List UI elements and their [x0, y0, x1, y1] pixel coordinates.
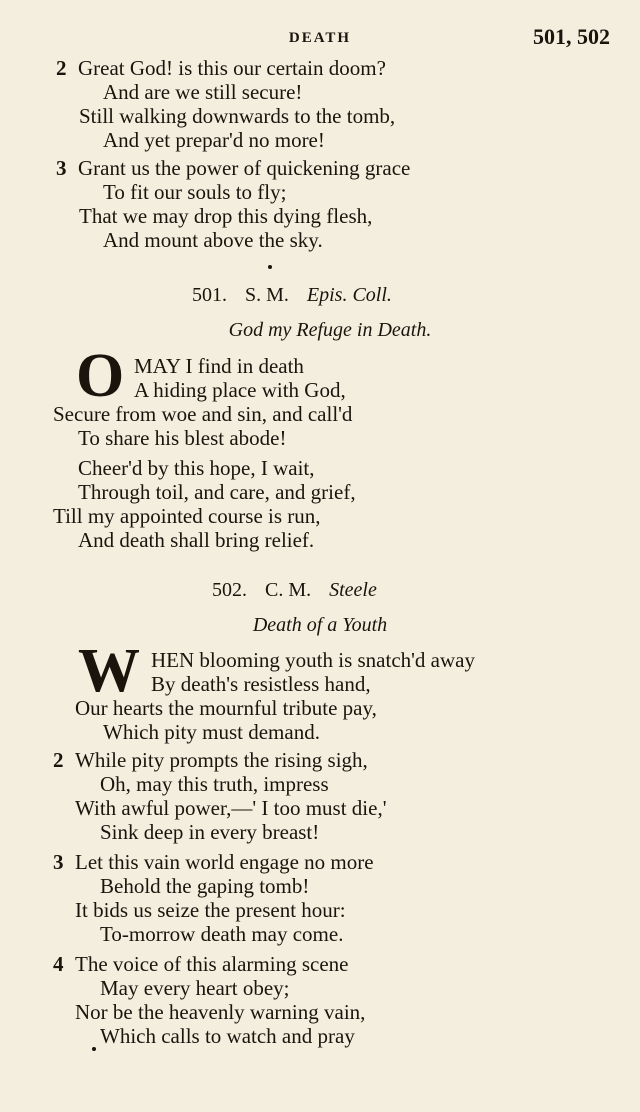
verse-line: Sink deep in every breast!: [100, 820, 320, 844]
hymn-number: 501.: [192, 284, 227, 306]
verse-line: Our hearts the mournful tribute pay,: [75, 696, 377, 720]
verse-line: Still walking downwards to the tomb,: [79, 104, 396, 128]
hymn-meter: C. M.: [265, 579, 312, 601]
hymn-heading: [212, 578, 377, 602]
verse-line: Nor be the heavenly warning vain,: [75, 1000, 366, 1024]
verse-line: 2 While pity prompts the rising sigh,: [53, 748, 368, 772]
hymn-heading: [192, 283, 392, 307]
hymn-author: Steele: [329, 579, 377, 601]
verse-line: 4 The voice of this alarming scene: [53, 952, 349, 976]
verse-line: It bids us seize the present hour:: [75, 898, 346, 922]
verse-line: Through toil, and care, and grief,: [78, 480, 356, 504]
verse-line: And are we still secure!: [103, 80, 303, 104]
verse-line: MAY I find in death: [134, 354, 304, 378]
verse-line: And death shall bring relief.: [78, 528, 315, 552]
verse-number: 3: [53, 850, 64, 874]
verse-line: And yet prepar'd no more!: [103, 128, 325, 152]
running-head: DEATH: [288, 30, 352, 46]
verse-line: 2 Great God! is this our certain doom?: [56, 56, 386, 80]
ornament-dot: [268, 265, 272, 269]
verse-line: That we may drop this dying flesh,: [79, 204, 373, 228]
verse-line: Behold the gaping tomb!: [100, 874, 310, 898]
verse-line: To fit our souls to fly;: [103, 180, 287, 204]
drop-cap: W: [78, 637, 140, 705]
hymn-title: God my Refuge in Death.: [228, 319, 432, 341]
hymn-meter: S. M.: [245, 284, 289, 306]
verse-line: With awful power,—' I too must die,': [75, 796, 387, 820]
verse-line: 3 Let this vain world engage no more: [53, 850, 374, 874]
verse-line: Secure from woe and sin, and call'd: [53, 402, 353, 426]
hymn-author: Epis. Coll.: [306, 284, 392, 306]
ornament-dot: [92, 1047, 96, 1051]
verse-line: By death's resistless hand,: [151, 672, 371, 696]
verse-line: Which pity must demand.: [103, 720, 320, 744]
drop-cap: O: [76, 342, 125, 410]
verse-line: May every heart obey;: [100, 976, 290, 1000]
verse-number: 3: [56, 156, 67, 180]
verse-line: Oh, may this truth, impress: [100, 772, 329, 796]
verse-line: To share his blest abode!: [78, 426, 287, 450]
verse-line: Till my appointed course is run,: [53, 504, 321, 528]
verse-line: 3 Grant us the power of quickening grace: [56, 156, 411, 180]
verse-line: To-morrow death may come.: [100, 922, 344, 946]
verse-line: HEN blooming youth is snatch'd away: [151, 648, 475, 672]
page-numbers: 501, 502: [533, 24, 610, 49]
verse-number: 2: [53, 748, 64, 772]
hymn-title: Death of a Youth: [252, 614, 388, 636]
verse-number: 4: [53, 952, 64, 976]
hymn-number: 502.: [212, 579, 247, 601]
verse-number: 2: [56, 56, 67, 80]
verse-line: A hiding place with God,: [134, 378, 346, 402]
verse-line: Cheer'd by this hope, I wait,: [78, 456, 315, 480]
verse-line: And mount above the sky.: [103, 228, 323, 252]
verse-line: Which calls to watch and pray: [100, 1024, 355, 1048]
